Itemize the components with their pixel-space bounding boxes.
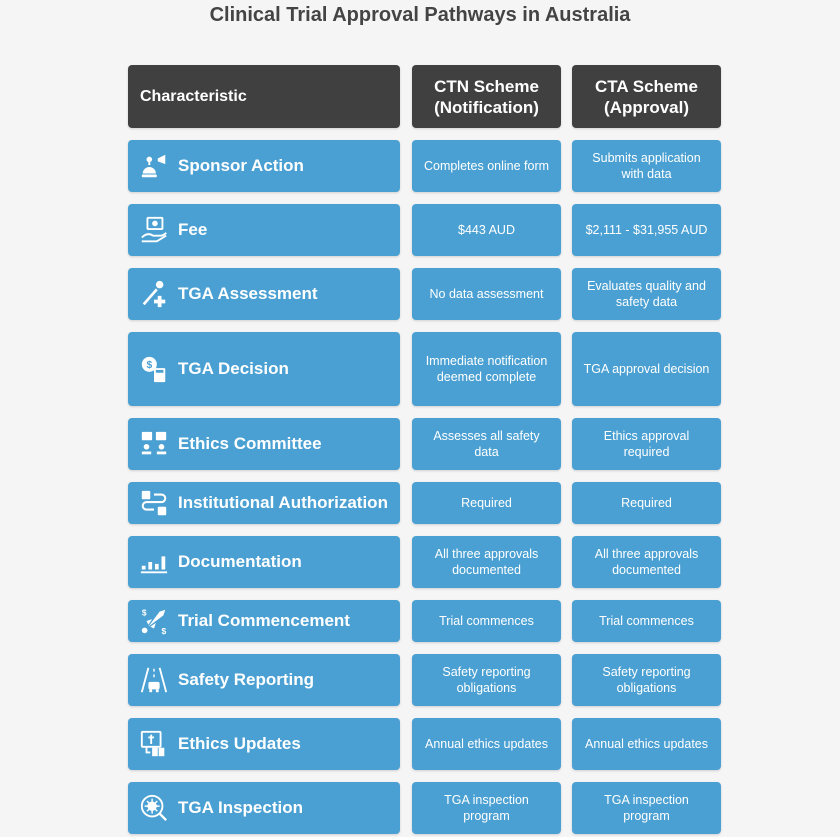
row-label-ethics-updates (128, 718, 400, 770)
row-label-text: Institutional Authorization (178, 493, 388, 512)
svg-text:$: $ (161, 626, 167, 636)
row-label-text: Trial Commencement (178, 611, 350, 630)
ctn-value: Immediate notification deemed complete (412, 332, 561, 406)
ctn-value: Assesses all safety data (412, 418, 561, 470)
rocket-dollar-icon (138, 605, 170, 637)
row-label-text: Ethics Committee (178, 434, 322, 453)
svg-text:$: $ (141, 607, 147, 618)
row-label-text: Sponsor Action (178, 156, 304, 175)
header-ctn-line1: CTN Scheme (434, 76, 539, 96)
syringe-plus-icon (138, 278, 170, 310)
cta-value: Ethics approval required (572, 418, 721, 470)
ctn-value: Annual ethics updates (412, 718, 561, 770)
hand-money-icon (138, 214, 170, 246)
row-label-institutional-authorization (128, 482, 400, 524)
header-ctn (412, 65, 561, 128)
row-label-ethics-committee (128, 418, 400, 470)
row-label-text: TGA Decision (178, 359, 289, 378)
page-title: Clinical Trial Approval Pathways in Australia (209, 4, 631, 26)
bar-chart-icon (138, 546, 170, 578)
ctn-value: Required (412, 482, 561, 524)
virus-magnifier-icon (138, 792, 170, 824)
row-label-tga-decision (128, 332, 400, 406)
row-label-tga-assessment (128, 268, 400, 320)
cta-value: Trial commences (572, 600, 721, 642)
header-characteristic-label: Characteristic (140, 87, 247, 105)
header-cta-line1: CTA Scheme (595, 76, 698, 96)
cta-value: TGA approval decision (572, 332, 721, 406)
cta-value: Evaluates quality and safety data (572, 268, 721, 320)
row-label-fee (128, 204, 400, 256)
cta-value: Submits application with data (572, 140, 721, 192)
monitor-book-icon (138, 728, 170, 760)
ctn-value: Safety reporting obligations (412, 654, 561, 706)
cta-value: All three approvals documented (572, 536, 721, 588)
row-label-text: Ethics Updates (178, 734, 301, 753)
exchange-arrows-icon (138, 487, 170, 519)
cta-value: $2,111 - $31,955 AUD (572, 204, 721, 256)
row-label-text: TGA Assessment (178, 284, 318, 303)
cta-value: Required (572, 482, 721, 524)
cta-value: TGA inspection program (572, 782, 721, 834)
ctn-value: All three approvals documented (412, 536, 561, 588)
ctn-value: Completes online form (412, 140, 561, 192)
row-label-safety-reporting (128, 654, 400, 706)
road-car-icon (138, 664, 170, 696)
bell-megaphone-icon (138, 150, 170, 182)
svg-text:$: $ (146, 360, 153, 372)
ctn-value: No data assessment (412, 268, 561, 320)
voting-people-icon (138, 428, 170, 460)
row-label-text: Fee (178, 220, 208, 239)
row-label-text: TGA Inspection (178, 798, 303, 817)
row-label-tga-inspection (128, 782, 400, 834)
header-cta-line2: (Approval) (604, 97, 689, 117)
header-cta (572, 65, 721, 128)
ctn-value: Trial commences (412, 600, 561, 642)
header-ctn-line2: (Notification) (434, 97, 539, 117)
cta-value: Safety reporting obligations (572, 654, 721, 706)
row-label-text: Documentation (178, 552, 302, 571)
row-label-trial-commencement (128, 600, 400, 642)
row-label-documentation (128, 536, 400, 588)
header-characteristic (128, 65, 400, 128)
row-label-text: Safety Reporting (178, 670, 315, 689)
ctn-value: $443 AUD (412, 204, 561, 256)
dollar-calculator-icon (138, 353, 170, 385)
ctn-value: TGA inspection program (412, 782, 561, 834)
cta-value: Annual ethics updates (572, 718, 721, 770)
row-label-sponsor-action (128, 140, 400, 192)
